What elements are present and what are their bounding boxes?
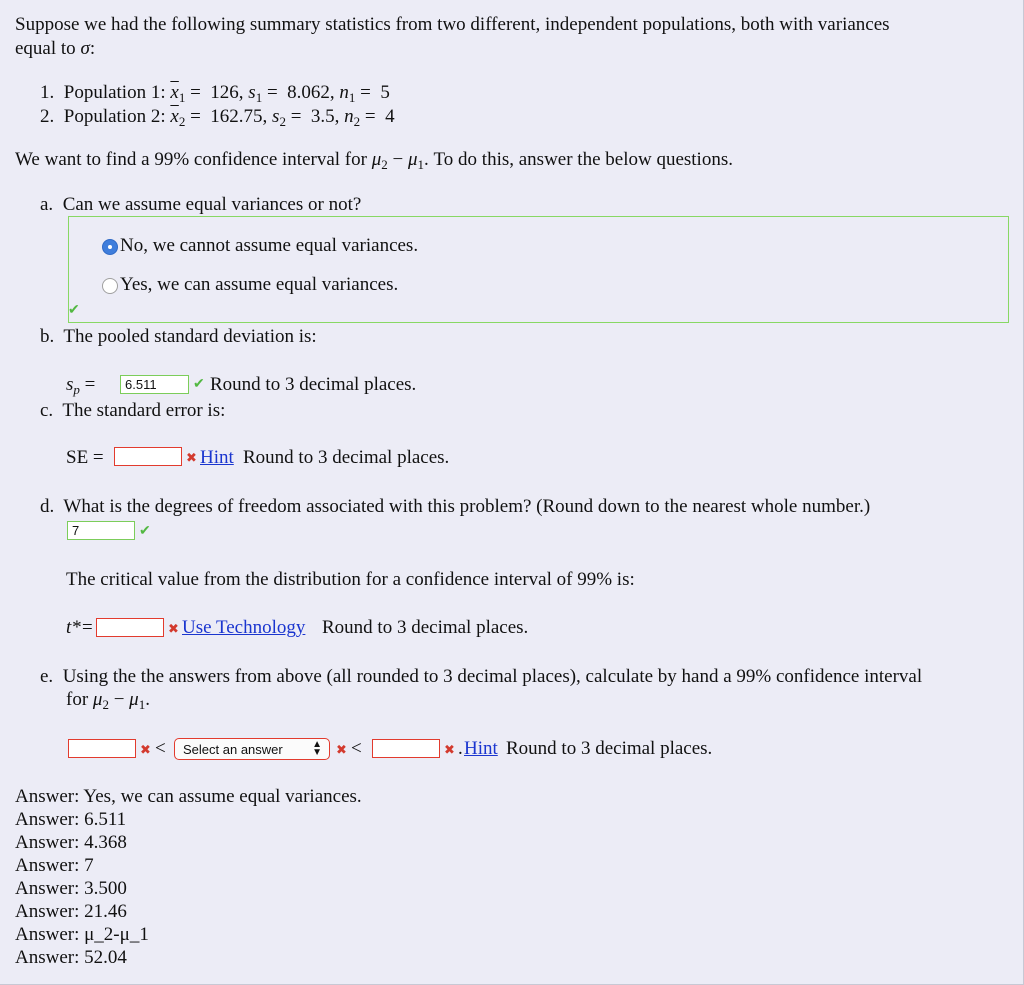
population-2: 2. Population 2: $\overline{x}_2 = 162.75$, $s_2 = 3.5$, $n_2 = 4$ [40, 106, 395, 129]
correct-check-icon: ✔ [68, 303, 80, 318]
question-a: a. Can we assume equal variances or not? [40, 194, 362, 215]
radio-no-equal-variances[interactable] [102, 239, 118, 255]
intro-line-2: equal to σ: [15, 38, 96, 59]
round-note: Round to 3 decimal places. [243, 447, 450, 468]
critical-value-prompt: The critical value from the distribution for a confidence interval of 99% is: [66, 569, 635, 590]
round-note: Round to 3 decimal places. [506, 738, 713, 759]
hint-link[interactable]: Hint [464, 738, 498, 759]
sp-label: $s_p$ = [66, 374, 96, 397]
parameter-select[interactable] [174, 738, 330, 760]
correct-check-icon: ✔ [139, 524, 151, 539]
incorrect-x-icon: ✖ [444, 742, 455, 757]
incorrect-x-icon: ✖ [168, 621, 179, 636]
incorrect-x-icon: ✖ [140, 742, 151, 757]
population-1: 1. Population 1: $\overline{x}_1 = 126$, $s_1 = 8.062$, $n_1 = 5$ [40, 82, 390, 105]
answer-line: Answer: 6.511 [15, 809, 127, 830]
round-note: Round to 3 decimal places. [210, 374, 417, 395]
t-star-label: t*= [66, 617, 94, 638]
interval-upper-input[interactable] [372, 739, 440, 758]
hint-link[interactable]: Hint [200, 447, 234, 468]
less-than-symbol: < [155, 738, 166, 759]
incorrect-x-icon: ✖ [336, 742, 347, 757]
answer-line: Answer: 21.46 [15, 901, 127, 922]
option-yes-label: Yes, we can assume equal variances. [120, 274, 399, 295]
question-e-line-2: for $\mu_2 - \mu_1$. [66, 689, 150, 712]
question-b: b. The pooled standard deviation is: [40, 326, 317, 347]
critical-value-input[interactable] [96, 618, 164, 637]
question-e-line-1: e. Using the the answers from above (all rounded to 3 decimal places), calculate by hand a 99% confidence interval [40, 666, 923, 687]
answer-line: Answer: μ_2-μ_1 [15, 924, 149, 945]
period: . [458, 738, 463, 759]
option-no-label: No, we cannot assume equal variances. [120, 235, 419, 256]
answer-line: Answer: 3.500 [15, 878, 127, 899]
select-placeholder: Select an answer [183, 742, 283, 757]
question-a-answer-group [68, 216, 1009, 323]
answer-line: Answer: 7 [15, 855, 94, 876]
radio-yes-equal-variances[interactable] [102, 278, 118, 294]
less-than-symbol: < [351, 738, 362, 759]
pooled-sd-input[interactable]: 6.511 [120, 375, 189, 394]
degrees-of-freedom-input[interactable]: 7 [67, 521, 135, 540]
interval-lower-input[interactable] [68, 739, 136, 758]
intro-line-1: Suppose we had the following summary statistics from two different, independent populations, both with variances [15, 14, 890, 35]
answer-line: Answer: Yes, we can assume equal variances. [15, 786, 362, 807]
question-d: d. What is the degrees of freedom associated with this problem? (Round down to the nearest whole number.) [40, 496, 871, 517]
round-note: Round to 3 decimal places. [322, 617, 529, 638]
select-updown-icon: ▲ ▼ [312, 739, 322, 758]
se-label: SE = [66, 447, 104, 468]
goal-text: We want to find a 99% confidence interval for $\mu_2 - \mu_1$. To do this, answer the below questions. [15, 149, 733, 172]
standard-error-input[interactable] [114, 447, 182, 466]
incorrect-x-icon: ✖ [186, 450, 197, 465]
use-technology-link[interactable]: Use Technology [182, 617, 306, 638]
question-c: c. The standard error is: [40, 400, 226, 421]
answer-line: Answer: 4.368 [15, 832, 127, 853]
correct-check-icon: ✔ [193, 377, 205, 392]
answer-line: Answer: 52.04 [15, 947, 127, 968]
